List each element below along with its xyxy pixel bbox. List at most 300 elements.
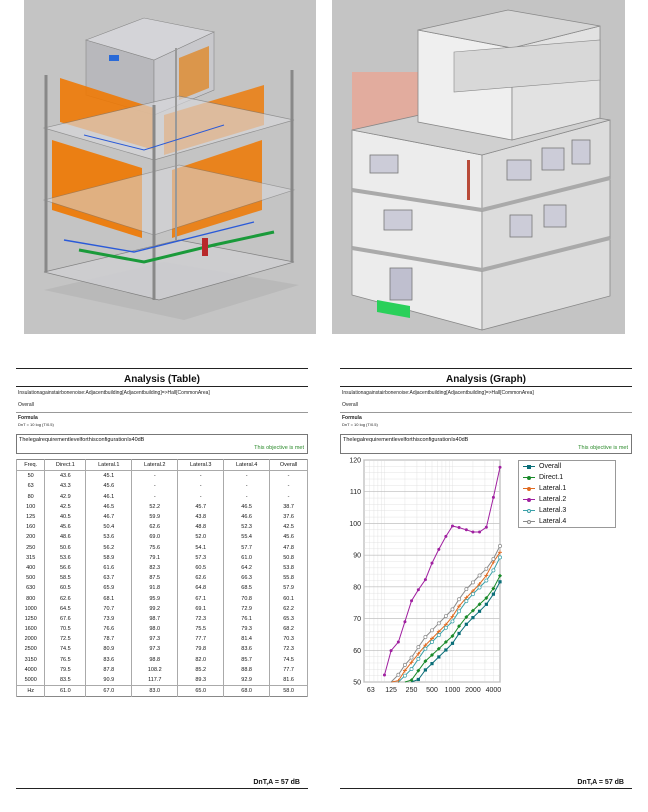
requirement-text: ThelegalrequirementlevelforthisconfigurationIs40dB — [19, 437, 145, 443]
table-cell: 50.8 — [270, 553, 308, 563]
table-cell: 52.0 — [178, 532, 224, 542]
y-tick-label: 100 — [349, 520, 361, 528]
table-cell: 800 — [17, 593, 45, 603]
table-cell: 90.9 — [86, 675, 132, 686]
table-row — [17, 655, 308, 665]
table-cell: 74.5 — [45, 644, 86, 654]
table-cell: 45.6 — [270, 532, 308, 542]
table-cell: 57.9 — [270, 583, 308, 593]
data-point — [451, 642, 454, 645]
y-tick-label: 120 — [349, 457, 361, 465]
table-cell: 82.3 — [132, 563, 178, 573]
table-cell: 77.7 — [178, 634, 224, 644]
data-point — [471, 593, 474, 596]
legend-item — [519, 494, 615, 505]
table-cell: 62.6 — [132, 522, 178, 532]
data-point — [437, 548, 440, 551]
objective-status: This objective is met — [254, 445, 304, 451]
analysis-table-sheet — [16, 346, 308, 812]
table-cell: 68.2 — [270, 624, 308, 634]
table-cell: 50.6 — [45, 543, 86, 553]
table-cell: 42.5 — [45, 502, 86, 512]
data-point — [465, 587, 468, 590]
legend-marker — [527, 465, 531, 469]
graph-title: Analysis (Graph) — [445, 374, 527, 385]
legend-item — [519, 505, 615, 516]
table-cell: 52.2 — [132, 502, 178, 512]
table-cell: 67.6 — [45, 614, 86, 624]
y-tick-label: 80 — [353, 584, 361, 592]
table-cell: 43.6 — [45, 471, 86, 482]
table-cell: 65.9 — [86, 583, 132, 593]
table-row — [17, 675, 308, 686]
requirement-text: ThelegalrequirementlevelforthisconfigurationIs40dB — [343, 437, 469, 443]
table-row — [17, 614, 308, 624]
xray-building-render — [24, 0, 316, 334]
table-cell: - — [270, 471, 308, 482]
x-tick-label: 1000 — [444, 687, 461, 694]
data-point — [478, 610, 481, 613]
table-row — [17, 563, 308, 573]
legend-item — [519, 516, 615, 527]
table-cell: 5000 — [17, 675, 45, 686]
table-cell: 100 — [17, 502, 45, 512]
formula-label: Formula — [18, 415, 38, 421]
legend-item — [519, 461, 615, 472]
legend-item — [519, 483, 615, 494]
x-tick-label: 250 — [405, 687, 418, 694]
table-cell: 99.2 — [132, 604, 178, 614]
table-cell: 45.7 — [178, 502, 224, 512]
table-row — [17, 471, 308, 482]
table-cell: 42.5 — [270, 522, 308, 532]
table-cell: 91.8 — [132, 583, 178, 593]
data-point — [444, 626, 447, 629]
table-cell: - — [178, 492, 224, 502]
table-cell: 58.0 — [270, 686, 308, 697]
table-cell: Hz — [17, 686, 45, 697]
data-point — [471, 581, 474, 584]
table-cell: 69.0 — [132, 532, 178, 542]
table-cell: 60.1 — [270, 593, 308, 603]
table-cell: 43.8 — [178, 512, 224, 522]
table-cell: 4000 — [17, 665, 45, 675]
table-cell: 64.5 — [45, 604, 86, 614]
table-cell: 79.3 — [224, 624, 270, 634]
formula-text: DnT = 10 log (T/0.5) — [18, 422, 54, 427]
table-cell: 53.8 — [270, 563, 308, 573]
requirement-box — [340, 434, 632, 454]
table-cell: 57.3 — [178, 553, 224, 563]
table-cell: 47.8 — [270, 543, 308, 553]
solid-building-render — [332, 0, 625, 334]
table-cell: 45.1 — [86, 471, 132, 482]
data-point — [451, 524, 454, 527]
table-cell: 89.3 — [178, 675, 224, 686]
table-cell: 38.7 — [270, 502, 308, 512]
table-cell: 98.0 — [132, 624, 178, 634]
table-cell: 53.6 — [45, 553, 86, 563]
table-cell: 83.5 — [45, 675, 86, 686]
table-cell: 95.9 — [132, 593, 178, 603]
configuration-description: Insulationagainstairbonenoise:Adjacentbuilding[Adjacentbuilding]=>Hall[CommonArea] — [18, 390, 210, 396]
table-cell: 98.8 — [132, 655, 178, 665]
table-cell: 76.5 — [45, 655, 86, 665]
table-header-row — [17, 460, 308, 471]
frequency-table — [16, 459, 308, 697]
table-row — [17, 665, 308, 675]
table-cell: 64.2 — [224, 563, 270, 573]
table-cell: 46.7 — [86, 512, 132, 522]
table-cell: 60.5 — [45, 583, 86, 593]
table-cell: - — [224, 481, 270, 491]
table-cell: 83.6 — [86, 655, 132, 665]
legend-label: Lateral.4 — [539, 518, 567, 525]
table-cell: - — [132, 492, 178, 502]
title-bottom-rule — [340, 386, 632, 387]
table-cell: 65.3 — [270, 614, 308, 624]
table-row — [17, 492, 308, 502]
table-cell: - — [270, 492, 308, 502]
section-rule — [16, 412, 308, 413]
table-cell: 75.6 — [132, 543, 178, 553]
table-cell: 200 — [17, 532, 45, 542]
table-row — [17, 481, 308, 491]
legend-marker — [527, 487, 531, 491]
column-header: Freq. — [17, 460, 45, 471]
data-point — [465, 600, 468, 603]
table-cell: 55.8 — [270, 573, 308, 583]
table-row — [17, 553, 308, 563]
y-tick-label: 110 — [349, 489, 361, 497]
table-cell: 81.4 — [224, 634, 270, 644]
data-point — [410, 656, 413, 659]
table-cell: 59.9 — [132, 512, 178, 522]
x-tick-label: 125 — [385, 687, 397, 694]
table-cell: 62.6 — [45, 593, 86, 603]
table-cell: 69.1 — [178, 604, 224, 614]
data-point — [457, 632, 460, 635]
table-cell: 92.9 — [224, 675, 270, 686]
chart-legend — [518, 460, 616, 528]
column-header: Lateral.4 — [224, 460, 270, 471]
legend-label: Lateral.3 — [539, 507, 567, 514]
x-tick-label: 2000 — [465, 687, 481, 694]
data-point — [417, 678, 420, 681]
data-point — [478, 574, 481, 577]
overall-label: Overall — [18, 402, 34, 408]
table-cell: 70.7 — [86, 604, 132, 614]
table-cell: 56.2 — [86, 543, 132, 553]
table-cell: 88.8 — [224, 665, 270, 675]
table-cell: 1250 — [17, 614, 45, 624]
overall-label: Overall — [342, 402, 358, 408]
data-point — [458, 526, 461, 529]
data-point — [417, 646, 420, 649]
table-cell: 46.1 — [86, 492, 132, 502]
data-point — [478, 530, 481, 533]
data-point — [424, 668, 427, 671]
table-cell: 70.5 — [45, 624, 86, 634]
data-point — [424, 578, 427, 581]
table-cell: 70.8 — [224, 593, 270, 603]
table-cell: 40.5 — [45, 512, 86, 522]
table-cell: 43.3 — [45, 481, 86, 491]
title-top-rule — [16, 368, 308, 369]
legend-marker — [527, 520, 531, 524]
column-header: Direct.1 — [45, 460, 86, 471]
table-cell: 400 — [17, 563, 45, 573]
table-cell: 46.5 — [224, 502, 270, 512]
data-point — [431, 562, 434, 565]
table-cell: 76.1 — [224, 614, 270, 624]
table-cell: 80 — [17, 492, 45, 502]
data-point — [403, 620, 406, 623]
table-row — [17, 512, 308, 522]
data-point — [437, 655, 440, 658]
table-row — [17, 522, 308, 532]
legend-label: Lateral.2 — [539, 496, 567, 503]
table-cell: - — [178, 471, 224, 482]
table-cell: 250 — [17, 543, 45, 553]
data-point — [403, 674, 406, 677]
objective-status: This objective is met — [578, 445, 628, 451]
formula-text: DnT = 10 log (T/0.5) — [342, 422, 378, 427]
data-point — [485, 579, 488, 582]
y-tick-label: 50 — [353, 679, 361, 687]
data-point — [424, 647, 427, 650]
data-point — [465, 623, 468, 626]
table-cell: 46.5 — [86, 502, 132, 512]
table-cell: 87.8 — [86, 665, 132, 675]
table-cell: 66.3 — [224, 573, 270, 583]
data-point — [390, 649, 393, 652]
table-cell: 78.7 — [86, 634, 132, 644]
table-cell: 64.8 — [178, 583, 224, 593]
table-cell: 67.1 — [178, 593, 224, 603]
legend-label: Lateral.1 — [539, 485, 567, 492]
solid-building-image — [332, 0, 625, 334]
data-point — [430, 640, 433, 643]
table-cell: 72.3 — [270, 644, 308, 654]
table-cell: - — [270, 481, 308, 491]
y-tick-label: 70 — [353, 616, 361, 624]
table-title: Analysis (Table) — [124, 374, 200, 385]
column-header: Overall — [270, 460, 308, 471]
data-point — [410, 599, 413, 602]
data-point — [498, 580, 501, 583]
y-tick-label: 90 — [353, 552, 361, 560]
data-point — [492, 569, 495, 572]
table-cell: 62.6 — [178, 573, 224, 583]
data-point — [417, 588, 420, 591]
table-cell: 58.9 — [86, 553, 132, 563]
legend-label: Direct.1 — [539, 474, 564, 481]
table-row — [17, 634, 308, 644]
table-cell: 72.3 — [178, 614, 224, 624]
data-point — [430, 662, 433, 665]
table-row — [17, 644, 308, 654]
table-cell: 77.7 — [270, 665, 308, 675]
table-cell: - — [178, 481, 224, 491]
table-cell: 48.6 — [45, 532, 86, 542]
table-cell: - — [224, 492, 270, 502]
table-cell: - — [132, 471, 178, 482]
dnt-result: DnT,A = 57 dB — [253, 779, 300, 786]
table-cell: 83.0 — [132, 686, 178, 697]
table-cell: 500 — [17, 573, 45, 583]
table-cell: 45.6 — [86, 481, 132, 491]
data-point — [451, 620, 454, 623]
data-point — [492, 557, 495, 560]
table-row — [17, 686, 308, 697]
table-cell: 108.2 — [132, 665, 178, 675]
table-cell: 50 — [17, 471, 45, 482]
footer-rule — [16, 788, 308, 789]
table-cell: 117.7 — [132, 675, 178, 686]
section-rule — [340, 412, 632, 413]
table-row — [17, 604, 308, 614]
table-cell: 97.3 — [132, 644, 178, 654]
table-cell: 85.7 — [224, 655, 270, 665]
data-point — [430, 629, 433, 632]
legend-item — [519, 472, 615, 483]
table-cell: 42.9 — [45, 492, 86, 502]
table-cell: 98.7 — [132, 614, 178, 624]
table-cell: 46.6 — [224, 512, 270, 522]
table-cell: 58.5 — [45, 573, 86, 583]
data-point — [437, 633, 440, 636]
data-point — [478, 586, 481, 589]
data-point — [397, 641, 400, 644]
requirement-box — [16, 434, 308, 454]
table-cell: 65.0 — [178, 686, 224, 697]
table-cell: 57.7 — [224, 543, 270, 553]
table-cell: 63.7 — [86, 573, 132, 583]
table-cell: 68.0 — [224, 686, 270, 697]
data-point — [471, 616, 474, 619]
legend-label: Overall — [539, 463, 562, 470]
table-cell: 54.1 — [178, 543, 224, 553]
table-cell: 125 — [17, 512, 45, 522]
table-cell: 68.1 — [86, 593, 132, 603]
data-point — [485, 567, 488, 570]
table-cell: 74.5 — [270, 655, 308, 665]
y-tick-label: 60 — [353, 647, 361, 655]
data-point — [457, 598, 460, 601]
table-cell: 55.4 — [224, 532, 270, 542]
legend-marker — [527, 476, 531, 480]
data-point — [499, 466, 502, 469]
table-cell: 97.3 — [132, 634, 178, 644]
data-point — [471, 530, 474, 533]
table-cell: - — [224, 471, 270, 482]
dnt-result: DnT,A = 57 dB — [577, 779, 624, 786]
data-point — [451, 608, 454, 611]
table-cell: - — [132, 481, 178, 491]
table-cell: 630 — [17, 583, 45, 593]
table-body — [17, 471, 308, 697]
table-cell: 48.8 — [178, 522, 224, 532]
table-cell: 45.6 — [45, 522, 86, 532]
table-cell: 61.6 — [86, 563, 132, 573]
x-tick-label: 500 — [426, 687, 438, 694]
table-cell: 87.5 — [132, 573, 178, 583]
table-cell: 72.5 — [45, 634, 86, 644]
data-point — [403, 663, 406, 666]
data-point — [397, 673, 400, 676]
column-header: Lateral.2 — [132, 460, 178, 471]
table-cell: 62.2 — [270, 604, 308, 614]
column-header: Lateral.3 — [178, 460, 224, 471]
table-row — [17, 543, 308, 553]
table-cell: 81.6 — [270, 675, 308, 686]
data-point — [383, 674, 386, 677]
table-row — [17, 624, 308, 634]
table-cell: 79.1 — [132, 553, 178, 563]
table-cell: 60.5 — [178, 563, 224, 573]
table-cell: 2500 — [17, 644, 45, 654]
table-row — [17, 502, 308, 512]
data-point — [492, 593, 495, 596]
table-row — [17, 573, 308, 583]
table-cell: 83.6 — [224, 644, 270, 654]
table-cell: 53.6 — [86, 532, 132, 542]
table-cell: 50.4 — [86, 522, 132, 532]
data-point — [444, 535, 447, 538]
analysis-graph-sheet — [340, 346, 632, 812]
table-cell: 56.6 — [45, 563, 86, 573]
data-point — [424, 635, 427, 638]
table-cell: 315 — [17, 553, 45, 563]
table-cell: 73.9 — [86, 614, 132, 624]
data-point — [444, 614, 447, 617]
table-cell: 2000 — [17, 634, 45, 644]
table-cell: 76.6 — [86, 624, 132, 634]
table-cell: 61.0 — [224, 553, 270, 563]
x-tick-label: 63 — [366, 687, 375, 694]
table-cell: 79.5 — [45, 665, 86, 675]
table-cell: 160 — [17, 522, 45, 532]
column-header: Lateral.1 — [86, 460, 132, 471]
table-row — [17, 593, 308, 603]
table-cell: 63 — [17, 481, 45, 491]
table-cell: 68.5 — [224, 583, 270, 593]
table-cell: 85.2 — [178, 665, 224, 675]
legend-marker — [527, 498, 531, 502]
xray-building-image — [24, 0, 316, 334]
data-point — [465, 528, 468, 531]
table-cell: 1600 — [17, 624, 45, 634]
table-cell: 79.8 — [178, 644, 224, 654]
table-cell: 67.0 — [86, 686, 132, 697]
data-point — [457, 610, 460, 613]
formula-label: Formula — [342, 415, 362, 421]
data-point — [410, 667, 413, 670]
data-point — [498, 556, 501, 559]
data-point — [444, 648, 447, 651]
table-cell: 1000 — [17, 604, 45, 614]
data-point — [437, 622, 440, 625]
table-cell: 3150 — [17, 655, 45, 665]
table-row — [17, 532, 308, 542]
data-point — [485, 526, 488, 529]
table-cell: 61.0 — [45, 686, 86, 697]
configuration-description: Insulationagainstairbonenoise:Adjacentbuilding[Adjacentbuilding]=>Hall[CommonArea] — [342, 390, 534, 396]
table-cell: 70.3 — [270, 634, 308, 644]
data-point — [485, 603, 488, 606]
table-cell: 37.6 — [270, 512, 308, 522]
